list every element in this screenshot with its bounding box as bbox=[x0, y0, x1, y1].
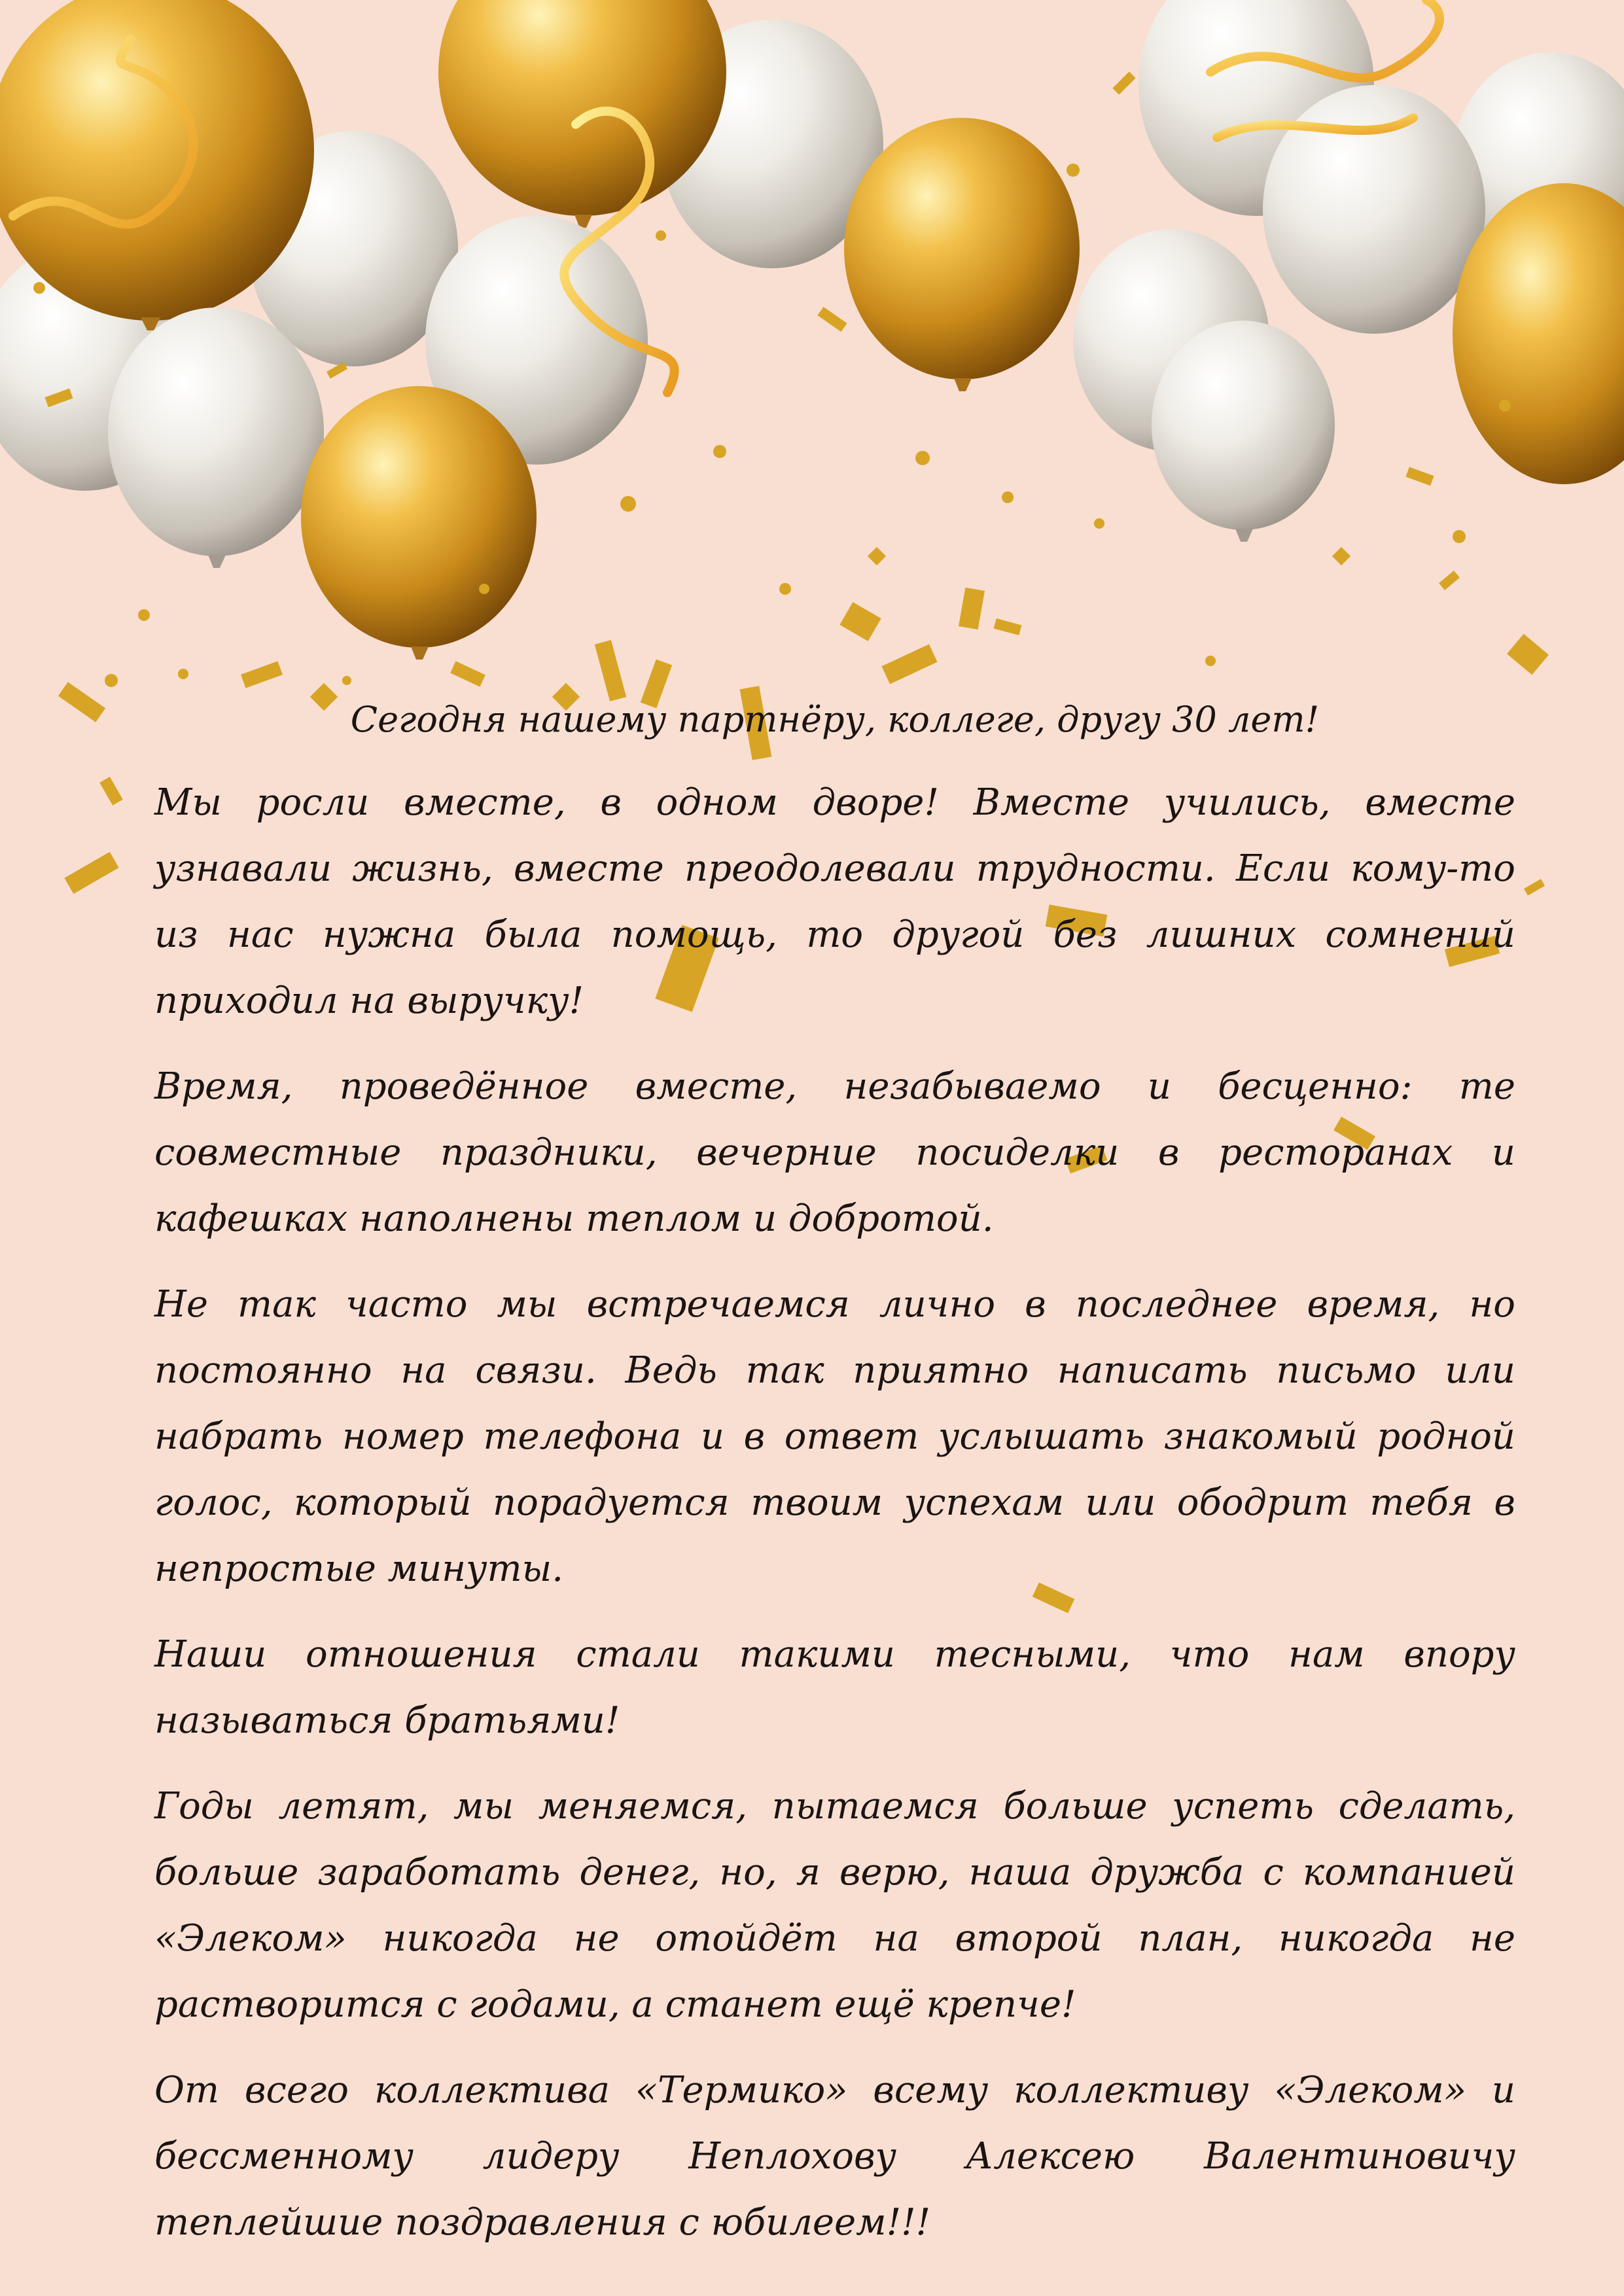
balloon-pearl-1 bbox=[108, 308, 324, 568]
letter-paragraph-6: От всего коллектива «Термико» всему коллективу «Элеком» и бессменному лидеру Неплохову Алексею Валентиновичу теплейшие поздравления с юбилеем!!! bbox=[154, 2069, 1515, 2244]
letter-paragraph-4: Наши отношения стали такими тесными, что нам впору называться братьями! bbox=[154, 1633, 1515, 1742]
letter-paragraph-3: Не так часто мы встречаемся лично в последнее время, но постоянно на связи. Ведь так приятно написать письмо или набрать номер телефона и в ответ услышать знакомый родной голос, который порадуется твоим успехам или ободрит тебя в непростые минуты. bbox=[154, 1283, 1515, 1590]
balloon-pearl-3 bbox=[1152, 321, 1335, 542]
letter-paragraph-1: Мы росли вместе, в одном дворе! Вместе учились, вместе узнавали жизнь, вместе преодолевали трудности. Если кому-то из нас нужна была помощь, то другой без лишних сомнений приходил на выручку! bbox=[154, 781, 1515, 1022]
letter-body bbox=[154, 694, 1515, 2275]
letter-paragraph-2: Время, проведённое вместе, незабываемо и бесценно: те совместные праздники, вечерние посиделки в ресторанах и кафешках наполнены теплом и добротой. bbox=[154, 1065, 1515, 1240]
balloon-gold-4 bbox=[844, 118, 1080, 391]
letter-paragraph-5: Годы летят, мы меняемся, пытаемся больше успеть сделать, больше заработать денег, но, я верю, наша дружба с компанией «Элеком» никогда не отойдёт на второй план, никогда не растворится с годами, а станет ещё крепче! bbox=[154, 1785, 1515, 2026]
letter-heading: Сегодня нашему партнёру, коллеге, другу 30 лет! bbox=[350, 699, 1320, 740]
balloon-gold-3 bbox=[301, 386, 537, 660]
